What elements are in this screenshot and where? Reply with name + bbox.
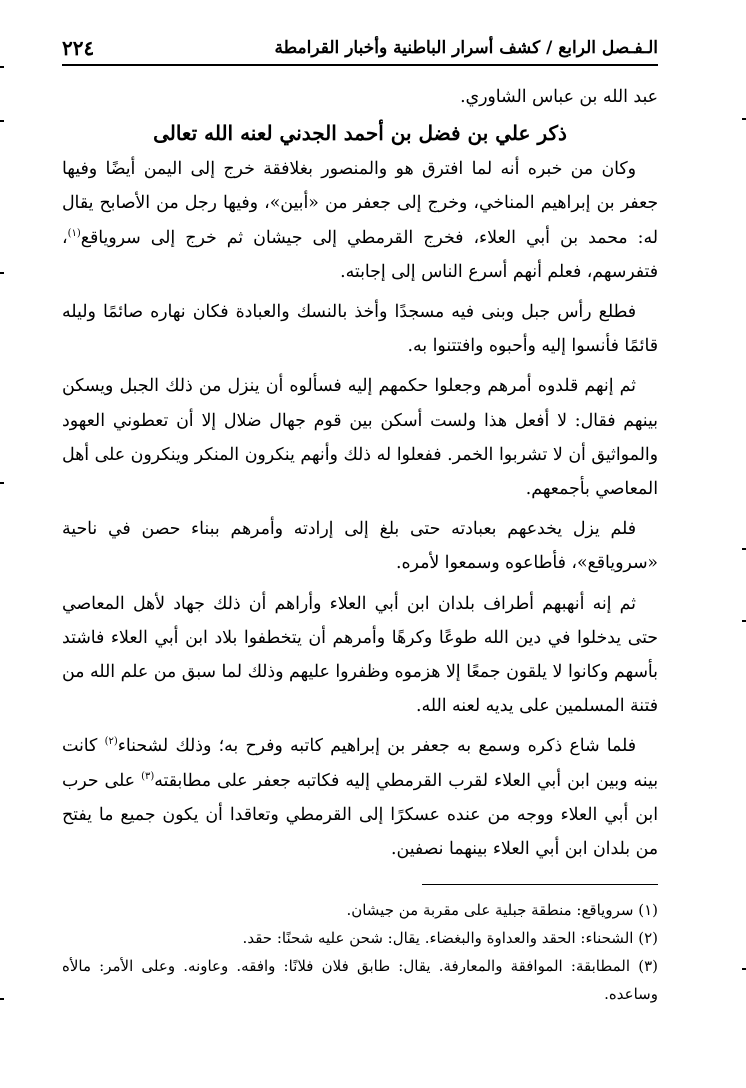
footnote-separator <box>422 884 658 885</box>
paragraph-6-part-a: فلما شاع ذكره وسمع به جعفر بن إبراهيم كاتبه وفرح به؛ وذلك لشحناء <box>117 736 636 757</box>
footnote-2-number: (٢) <box>638 929 658 947</box>
footnote-1 <box>62 896 658 924</box>
footnote-3 <box>62 952 658 1008</box>
footnote-1-text: سروياقع: منطقة جبلية على مقربة من جيشان. <box>346 901 634 919</box>
page-number: ٢٢٤ <box>62 36 95 60</box>
paragraph-6-part-c: على حرب ابن أبي العلاء ووجه من عنده عسكرًا إلى القرمطي وتعاقدا أن يكون جميع ما يفتح من بلدان ابن أبي العلاء بينهما نصفين. <box>62 770 658 860</box>
scan-mark <box>742 548 746 550</box>
paragraph-5: ثم إنه أنهبهم أطراف بلدان ابن أبي العلاء وأراهم أن ذلك جهاد لأهل المعاصي حتى يدخلوا في دين الله طوعًا وكرهًا وأمرهم أن يتخطفوا بلاد ابن أبي العلاء فاشتد بأسهم وكانوا لا يلقون جمعًا إلا هزموه وظفروا عليهم وذلك لما سبق من علم الله من فتنة المسلمين على يديه لعنه الله. <box>62 593 658 717</box>
scan-mark <box>0 66 4 68</box>
paragraph-6-part-b: كانت بينه وبين ابن أبي العلاء لقرب القرمطي إليه فكاتبه جعفر على مطابقته <box>62 736 659 791</box>
scan-mark <box>0 482 4 484</box>
paragraph-2: فطلع رأس جبل وبنى فيه مسجدًا وأخذ بالنسك والعبادة فكان نهاره صائمًا وليله قائمًا فأنسوا إليه وأحبوه وافتتنوا به. <box>62 302 658 357</box>
footnote-3-number: (٣) <box>638 957 658 975</box>
paragraph-6 <box>62 729 658 866</box>
footnote-1-number: (١) <box>638 901 658 919</box>
scan-mark <box>742 620 746 622</box>
footnote-ref-2[interactable]: (٢) <box>104 736 118 748</box>
footnotes <box>62 896 658 1008</box>
running-title: الـفـصل الرابع / كشف أسرار الباطنية وأخبار القرامطة <box>274 38 658 58</box>
scan-mark <box>742 118 746 120</box>
section-heading: ذكر علي بن فضل بن أحمد الجدني لعنه الله تعالى <box>153 121 567 146</box>
footnote-3-text: المطابقة: الموافقة والمعارفة. يقال: طابق فلان فلانًا: وافقه. وعاونه. وعلى الأمر: مالأه وساعده. <box>62 957 658 1003</box>
footnote-2 <box>62 924 658 952</box>
scan-mark <box>742 968 746 970</box>
scan-mark <box>0 120 4 122</box>
main-text <box>62 80 658 866</box>
footnote-2-text: الشحناء: الحقد والعداوة والبغضاء. يقال: شحن عليه شحنًا: حقد. <box>242 929 634 947</box>
paragraph-1 <box>62 152 658 289</box>
paragraph-3: ثم إنهم قلدوه أمرهم وجعلوا حكمهم إليه فسألوه أن ينزل من ذلك الجبل ويسكن بينهم فقال: لا أفعل هذا ولست أسكن بين قوم جهال ضلال إلا أن تعطوني العهود والمواثيق أن لا تشربوا الخمر. ففعلوا له ذلك وأنهم ينكرون المنكر وينكرون على أهل المعاصي بأجمعهم. <box>62 376 658 500</box>
paragraph-4: فلم يزل يخدعهم بعبادته حتى بلغ إلى إرادته وأمرهم ببناء حصن في ناحية «سروياقع»، فأطاعوه وسمعوا لأمره. <box>62 519 658 574</box>
footnote-ref-3[interactable]: (٣) <box>141 770 155 782</box>
footnote-ref-1[interactable]: (١) <box>67 227 81 239</box>
opening-line: عبد الله بن عباس الشاوري. <box>460 87 658 107</box>
scan-mark <box>0 272 4 274</box>
paragraph-1-text: وكان من خبره أنه لما افترق هو والمنصور بغلافقة خرج إلى اليمن أيضًا وفيها جعفر بن إبراهيم المناخي، وخرج إلى جعفر من «أبين»، وفيها رجل من الأصابح يقال له: محمد بن أبي العلاء، فخرج القرمطي إلى جيشان ثم خرج إلى سروياقع <box>62 159 658 248</box>
scan-mark <box>0 998 4 1000</box>
page-header <box>62 34 658 66</box>
paragraph-1-tail: ، فتفرسهم، فعلم أنهم أسرع الناس إلى إجابته. <box>62 227 658 282</box>
